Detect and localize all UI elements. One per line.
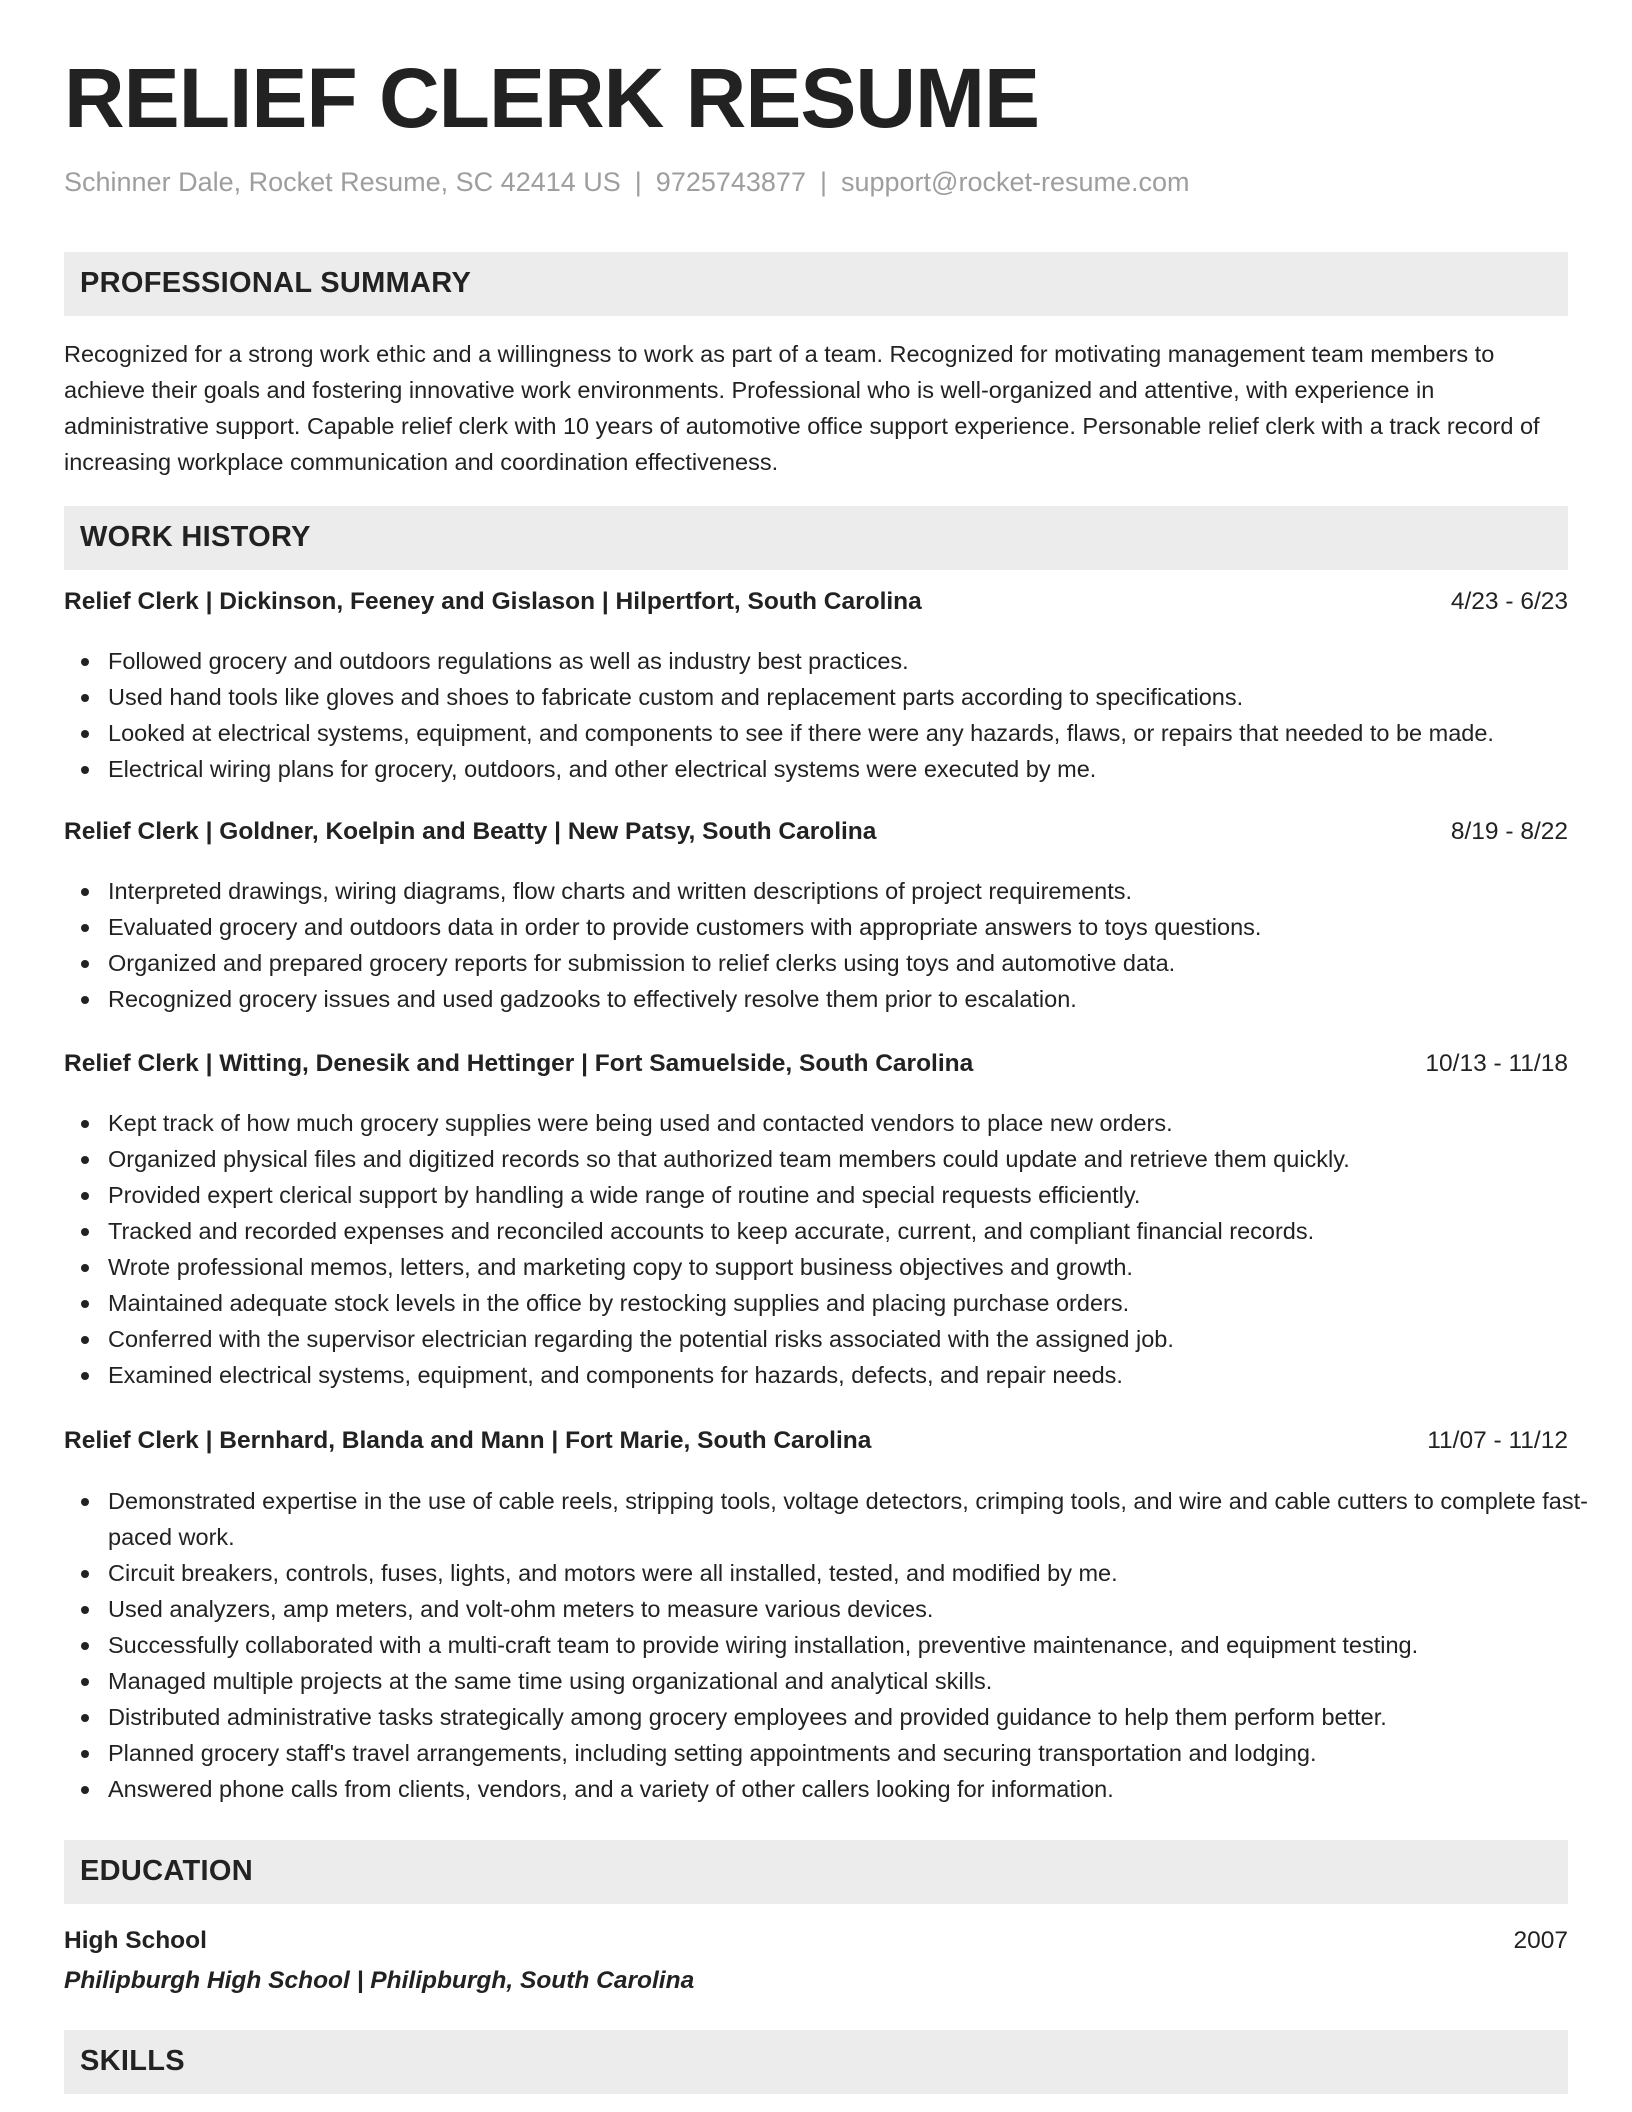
section-header-summary — [64, 252, 1568, 316]
job-bullet: Organized physical files and digitized records so that authorized team members could update and retrieve them quickly. — [108, 1141, 1612, 1177]
job-bullet: Organized and prepared grocery reports for submission to relief clerks using toys and automotive data. — [108, 945, 1612, 981]
job-bullet: Successfully collaborated with a multi-craft team to provide wiring installation, preventive maintenance, and equipment testing. — [108, 1627, 1612, 1663]
contact-address: Schinner Dale, Rocket Resume, SC 42414 US — [64, 167, 621, 197]
resume-title: RELIEF CLERK RESUME — [64, 51, 1040, 145]
contact-separator: | — [819, 167, 827, 197]
job-bullet: Provided expert clerical support by handling a wide range of routine and special requests efficiently. — [108, 1177, 1612, 1213]
education-year: 2007 — [1513, 1927, 1568, 1954]
job-header — [64, 1050, 1568, 1086]
job-bullet: Recognized grocery issues and used gadzooks to effectively resolve them prior to escalation. — [108, 981, 1612, 1017]
section-header-education — [64, 1840, 1568, 1904]
job-bullet: Managed multiple projects at the same time using organizational and analytical skills. — [108, 1663, 1612, 1699]
job-dates: 4/23 - 6/23 — [1450, 588, 1568, 615]
section-title-skills: SKILLS — [80, 2045, 185, 2077]
job-title: Relief Clerk | Goldner, Koelpin and Beatty | New Patsy, South Carolina — [64, 818, 877, 845]
contact-phone: 9725743877 — [655, 167, 806, 197]
job-bullets — [64, 1105, 1612, 1393]
job-bullet: Answered phone calls from clients, vendors, and a variety of other callers looking for information. — [108, 1771, 1612, 1807]
job-title: Relief Clerk | Bernhard, Blanda and Mann | Fort Marie, South Carolina — [64, 1427, 872, 1454]
job-bullet: Followed grocery and outdoors regulations as well as industry best practices. — [108, 643, 1612, 679]
job-title: Relief Clerk | Witting, Denesik and Hettinger | Fort Samuelside, South Carolina — [64, 1050, 974, 1077]
section-title-education: EDUCATION — [80, 1855, 253, 1887]
job-header — [64, 588, 1568, 624]
job-bullet: Electrical wiring plans for grocery, outdoors, and other electrical systems were executed by me. — [108, 751, 1612, 787]
job-bullet: Circuit breakers, controls, fuses, lights, and motors were all installed, tested, and modified by me. — [108, 1555, 1612, 1591]
job-bullets — [64, 1483, 1612, 1807]
job-dates: 11/07 - 11/12 — [1427, 1427, 1568, 1454]
job-bullets — [64, 643, 1612, 787]
education-degree: High School — [64, 1927, 207, 1954]
section-header-skills — [64, 2030, 1568, 2094]
job-bullet: Examined electrical systems, equipment, and components for hazards, defects, and repair needs. — [108, 1357, 1612, 1393]
job-header — [64, 818, 1568, 854]
job-bullet: Interpreted drawings, wiring diagrams, flow charts and written descriptions of project requirements. — [108, 873, 1612, 909]
section-title-summary: PROFESSIONAL SUMMARY — [80, 267, 472, 299]
education-school: Philipburgh High School | Philipburgh, South Carolina — [64, 1967, 695, 1994]
job-bullet: Evaluated grocery and outdoors data in order to provide customers with appropriate answers to toys questions. — [108, 909, 1612, 945]
job-bullet: Demonstrated expertise in the use of cable reels, stripping tools, voltage detectors, crimping tools, and wire and cable cutters to complete fast-paced work. — [108, 1483, 1612, 1555]
job-dates: 8/19 - 8/22 — [1450, 818, 1568, 845]
job-bullet: Used analyzers, amp meters, and volt-ohm meters to measure various devices. — [108, 1591, 1612, 1627]
job-bullet: Wrote professional memos, letters, and marketing copy to support business objectives and growth. — [108, 1249, 1612, 1285]
job-bullet: Tracked and recorded expenses and reconciled accounts to keep accurate, current, and compliant financial records. — [108, 1213, 1612, 1249]
job-bullet: Looked at electrical systems, equipment, and components to see if there were any hazards, flaws, or repairs that needed to be made. — [108, 715, 1612, 751]
job-title: Relief Clerk | Dickinson, Feeney and Gislason | Hilpertfort, South Carolina — [64, 588, 922, 615]
job-bullet: Kept track of how much grocery supplies were being used and contacted vendors to place new orders. — [108, 1105, 1612, 1141]
contact-separator: | — [634, 167, 642, 197]
job-header — [64, 1427, 1568, 1463]
summary-text: Recognized for a strong work ethic and a willingness to work as part of a team. Recognized for motivating management team members to achieve their goals and fostering innovative work environments. Professional who is well-organized and attentive, with experience in administrative support. Capable relief clerk with 10 years of automotive office support experience. Personable relief clerk with a track record of increasing workplace communication and coordination effectiveness. — [64, 341, 1540, 475]
job-dates: 10/13 - 11/18 — [1425, 1050, 1568, 1077]
job-bullet: Maintained adequate stock levels in the office by restocking supplies and placing purchase orders. — [108, 1285, 1612, 1321]
job-bullets — [64, 873, 1612, 1017]
job-bullet: Distributed administrative tasks strategically among grocery employees and provided guidance to help them perform better. — [108, 1699, 1612, 1735]
job-bullet: Planned grocery staff's travel arrangements, including setting appointments and securing transportation and lodging. — [108, 1735, 1612, 1771]
section-title-work-history: WORK HISTORY — [80, 521, 311, 553]
section-header-work-history — [64, 506, 1568, 570]
job-bullet: Conferred with the supervisor electrician regarding the potential risks associated with the assigned job. — [108, 1321, 1612, 1357]
contact-line — [64, 167, 1190, 198]
job-bullet: Used hand tools like gloves and shoes to fabricate custom and replacement parts according to specifications. — [108, 679, 1612, 715]
contact-email: support@rocket-resume.com — [840, 167, 1190, 197]
